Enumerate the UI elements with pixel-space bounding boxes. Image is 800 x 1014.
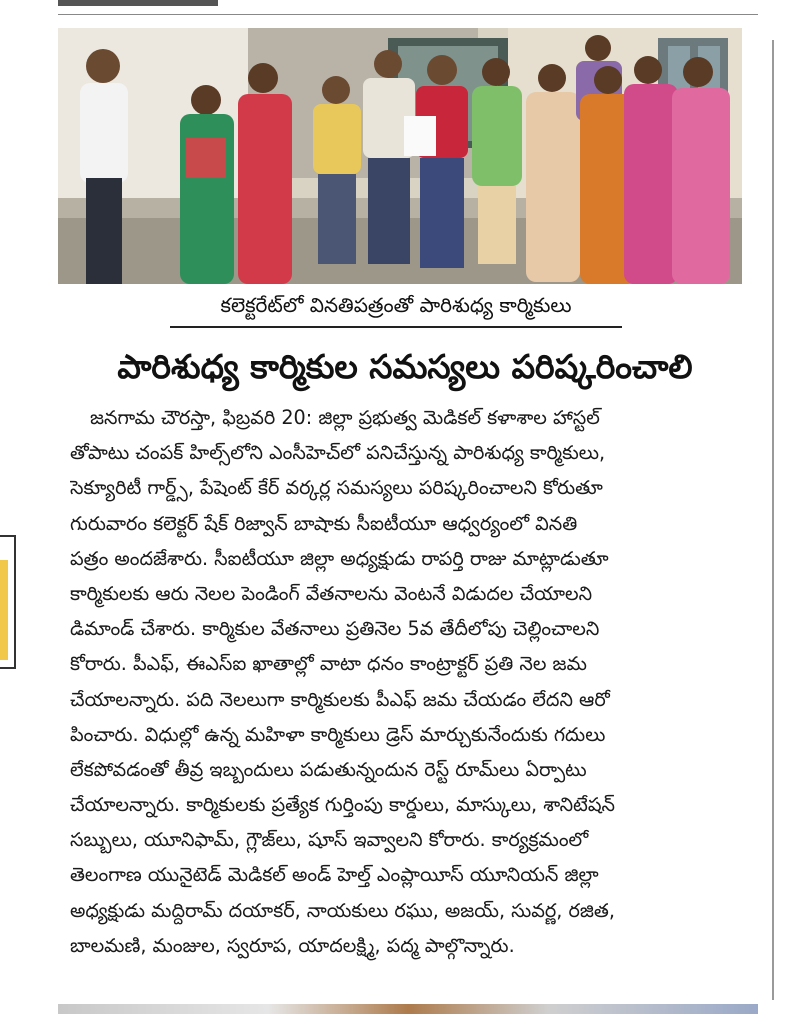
body-line: కోరారు. పీఎఫ్, ఈఎస్ఐ ఖాతాల్లో వాటా ధనం కాంట్రాక్టర్ ప్రతి నెల జమ (70, 652, 587, 676)
article-body (70, 400, 752, 963)
body-line: గురువారం కలెక్టర్ షేక్ రిజ్వాన్ బాషాకు సీఐటీయూ ఆధ్వర్యంలో వినతి (70, 511, 578, 535)
body-line: లేకపోవడంతో తీవ్ర ఇబ్బందులు పడుతున్నందున రెస్ట్ రూమ్‌లు ఏర్పాటు (70, 757, 587, 781)
headline: పారిశుధ్య కార్మికుల సమస్యలు పరిష్కరించాలి (117, 347, 693, 386)
body-line: బాలమణి, మంజుల, స్వరూప, యాదలక్ష్మి, పద్మ పాల్గొన్నారు. (70, 933, 515, 957)
body-line: తెలంగాణ యునైటెడ్ మెడికల్ అండ్ హెల్త్ ఎంప్లాయీస్ యూనియన్ జిల్లా (70, 863, 599, 887)
body-line: డిమాండ్ చేశారు. కార్మికుల వేతనాలు ప్రతినెల 5వ తేదీలోపు చెల్లించాలని (70, 617, 600, 641)
photo-caption: కలెక్టరేట్‌లో వినతిపత్రంతో పారిశుధ్య కార్మికులు (170, 286, 622, 328)
next-article-edge (58, 1004, 758, 1014)
body-line: తోపాటు చంపక్ హిల్స్‌లోని ఎంసీహెచ్‌లో పనిచేస్తున్న పారిశుధ్య కార్మికులు, (70, 441, 606, 465)
body-line: కార్మికులకు ఆరు నెలల పెండింగ్ వేతనాలను వెంటనే విడుదల చేయాలని (70, 581, 593, 605)
adjacent-column-bracket (0, 535, 16, 669)
news-photo (58, 28, 742, 284)
top-rule (58, 0, 758, 15)
body-line: చేయాలన్నారు. కార్మికులకు ప్రత్యేక గుర్తింపు కార్డులు, మాస్కులు, శానిటేషన్ (70, 793, 615, 817)
body-line: జనగామ చౌరస్తా, ఫిబ్రవరి 20: జిల్లా ప్రభుత్వ మెడికల్ కళాశాల హాస్టల్ (90, 406, 600, 429)
body-line: పత్రం అందజేశారు. సీఐటీయూ జిల్లా అధ్యక్షుడు రాపర్తి రాజు మాట్లాడుతూ (70, 546, 609, 570)
group-photo-icon (58, 28, 742, 284)
column-rule (772, 40, 774, 1000)
body-line: అధ్యక్షుడు మద్దిరామ్ దయాకర్, నాయకులు రఘు, అజయ్, సువర్ణ, రజిత, (70, 898, 615, 922)
body-line: సబ్బులు, యూనిఫామ్, గ్లౌజ్‌లు, షూస్ ఇవ్వాలని కోరారు. కార్యక్రమంలో (70, 828, 589, 852)
body-line: సెక్యూరిటీ గార్డ్స్, పేషెంట్ కేర్ వర్కర్ల సమస్యలు పరిష్కరించాలని కోరుతూ (70, 476, 603, 500)
body-line: పించారు. విధుల్లో ఉన్న మహిళా కార్మికులు డ్రెస్ మార్చుకునేందుకు గదులు (70, 722, 606, 746)
body-line: చేయాలన్నారు. పది నెలలుగా కార్మికులకు పీఎఫ్ జమ చేయడం లేదని ఆరో (70, 687, 610, 711)
